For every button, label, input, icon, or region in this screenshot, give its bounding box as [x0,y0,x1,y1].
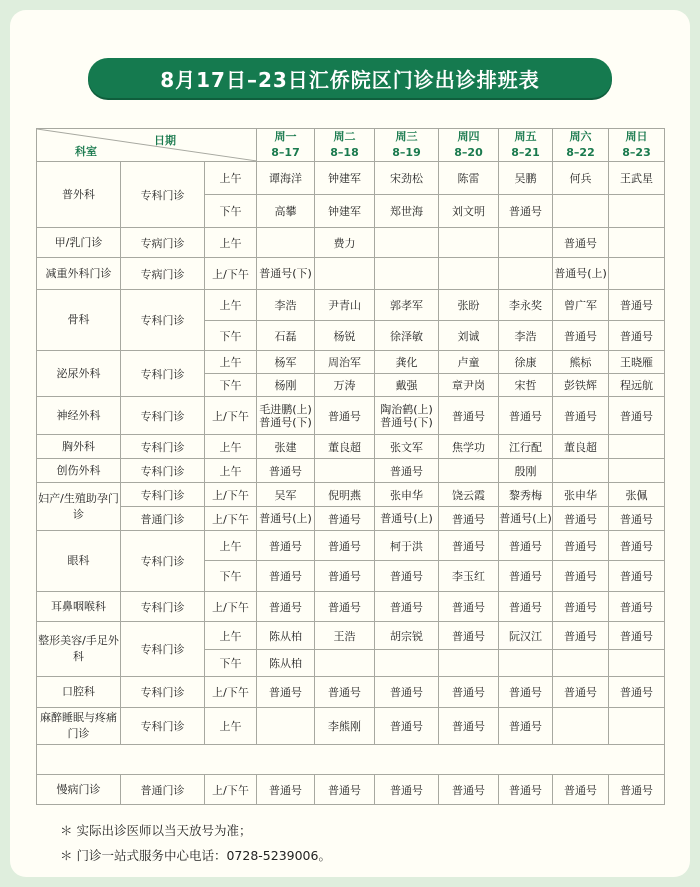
schedule-cell [609,708,665,745]
schedule-cell [375,650,439,677]
schedule-cell: 费力 [315,228,375,258]
schedule-cell: 张申华 [375,483,439,507]
day-date: 8–18 [330,146,359,159]
day-name: 周五 [514,130,537,143]
schedule-cell: 万涛 [315,374,375,397]
day-header-sun [609,129,665,162]
time-cell: 上午 [205,351,257,374]
day-header-fri [499,129,553,162]
schedule-cell: 普通号 [375,708,439,745]
schedule-cell: 张申华 [553,483,609,507]
clinic-cell: 专病门诊 [121,258,205,290]
schedule-cell: 阮汉江 [499,622,553,650]
schedule-cell: 普通号 [257,531,315,561]
schedule-cell: 普通号 [609,775,665,805]
schedule-cell: 普通号 [375,459,439,483]
schedule-cell [439,228,499,258]
schedule-cell [553,459,609,483]
day-name: 周四 [457,130,480,143]
schedule-cell: 王晓雁 [609,351,665,374]
schedule-cell: 普通号 [315,397,375,435]
schedule-cell [609,459,665,483]
header-row [37,129,665,162]
schedule-cell: 普通号 [439,531,499,561]
schedule-cell: 王武星 [609,162,665,195]
day-name: 周一 [274,130,297,143]
schedule-cell: 普通号 [553,775,609,805]
dept-header-label: 科室 [75,145,97,158]
day-header-sat [553,129,609,162]
schedule-cell: 董良超 [315,435,375,459]
schedule-cell: 普通号 [315,561,375,592]
table-row [37,258,665,290]
clinic-cell: 专科门诊 [121,531,205,592]
schedule-cell: 张盼 [439,290,499,321]
schedule-cell: 江行配 [499,435,553,459]
time-cell: 上午 [205,290,257,321]
schedule-cell: 何兵 [553,162,609,195]
schedule-cell [499,650,553,677]
clinic-cell: 专科门诊 [121,435,205,459]
split-entry: 普通号(下) [259,415,312,429]
schedule-cell [257,228,315,258]
schedule-cell: 普通号 [609,622,665,650]
table-row [37,531,665,561]
schedule-cell [553,708,609,745]
schedule-cell: 普通号 [553,622,609,650]
corner-header [37,129,257,162]
schedule-cell: 普通号 [609,397,665,435]
schedule-cell: 普通号 [499,677,553,708]
time-cell: 上/下午 [205,775,257,805]
schedule-cell: 普通号 [499,195,553,228]
footnote: ＊ 门诊一站式服务中心电话：0728-5239006。 [60,848,331,863]
schedule-cell [499,258,553,290]
time-cell: 下午 [205,321,257,351]
schedule-cell: 吴军 [257,483,315,507]
schedule-cell: 普通号 [609,290,665,321]
clinic-cell: 专科门诊 [121,397,205,435]
day-name: 周二 [333,130,356,143]
dept-cell: 泌尿外科 [37,351,121,397]
schedule-cell: 熊标 [553,351,609,374]
day-date: 8–17 [271,146,300,159]
schedule-cell: 胡宗锐 [375,622,439,650]
table-row [37,397,665,435]
dept-cell: 创伤外科 [37,459,121,483]
schedule-cell: 倪明燕 [315,483,375,507]
dept-cell: 口腔科 [37,677,121,708]
schedule-cell [375,397,439,435]
schedule-cell: 普通号 [375,775,439,805]
schedule-cell: 李永奖 [499,290,553,321]
schedule-cell: 普通号(上) [375,507,439,531]
schedule-cell: 陈雷 [439,162,499,195]
schedule-cell [439,459,499,483]
day-date: 8–22 [566,146,595,159]
schedule-cell: 普通号 [439,507,499,531]
schedule-cell: 普通号 [553,531,609,561]
split-entry: 普通号(下) [380,415,433,429]
day-date: 8–21 [511,146,540,159]
schedule-cell: 普通号 [609,507,665,531]
table-row [37,290,665,321]
time-cell: 上/下午 [205,507,257,531]
schedule-cell: 普通号(上) [553,258,609,290]
time-cell: 上午 [205,162,257,195]
dept-cell: 眼科 [37,531,121,592]
schedule-cell: 吴鹏 [499,162,553,195]
schedule-cell: 普通号 [553,592,609,622]
schedule-cell [257,397,315,435]
schedule-table [36,128,665,805]
day-date: 8–20 [454,146,483,159]
day-name: 周日 [625,130,648,143]
schedule-cell: 普通号 [553,321,609,351]
schedule-cell [609,650,665,677]
schedule-cell: 石磊 [257,321,315,351]
day-name: 周三 [395,130,418,143]
blank-row [37,745,665,775]
dept-cell: 骨科 [37,290,121,351]
day-date: 8–23 [622,146,651,159]
schedule-cell: 普通号 [609,677,665,708]
schedule-cell: 刘文明 [439,195,499,228]
clinic-cell: 专科门诊 [121,592,205,622]
clinic-cell: 普通门诊 [121,775,205,805]
clinic-cell: 专科门诊 [121,162,205,228]
clinic-cell: 专科门诊 [121,677,205,708]
schedule-cell: 普通号 [439,622,499,650]
clinic-cell: 专科门诊 [121,290,205,351]
dept-cell: 妇产/生殖助孕门诊 [37,483,121,531]
dept-cell: 普外科 [37,162,121,228]
dept-cell: 甲/乳门诊 [37,228,121,258]
schedule-cell: 董良超 [553,435,609,459]
dept-cell: 麻醉睡眠与疼痛门诊 [37,708,121,745]
schedule-cell: 张佩 [609,483,665,507]
schedule-cell: 徐泽敏 [375,321,439,351]
schedule-cell: 普通号 [499,397,553,435]
schedule-cell: 普通号 [375,677,439,708]
table-row [37,162,665,195]
schedule-cell: 杨军 [257,351,315,374]
schedule-cell: 张文军 [375,435,439,459]
table-row [37,351,665,374]
day-date: 8–19 [392,146,421,159]
time-cell: 上/下午 [205,483,257,507]
time-cell: 上/下午 [205,592,257,622]
schedule-cell: 郭孝军 [375,290,439,321]
time-cell: 上/下午 [205,258,257,290]
split-entry: 毛进鹏(上) [259,402,312,416]
schedule-cell: 普通号 [315,677,375,708]
schedule-cell: 李浩 [257,290,315,321]
schedule-cell [553,650,609,677]
clinic-cell: 专科门诊 [121,483,205,507]
schedule-cell [315,258,375,290]
table-row [37,459,665,483]
schedule-cell: 普通号 [439,775,499,805]
day-header-tue [315,129,375,162]
schedule-cell: 饶云霞 [439,483,499,507]
schedule-cell: 普通号 [257,561,315,592]
schedule-cell [439,650,499,677]
schedule-cell: 普通号 [609,531,665,561]
schedule-cell: 章尹岗 [439,374,499,397]
time-cell: 下午 [205,650,257,677]
day-name: 周六 [569,130,592,143]
schedule-cell: 普通号 [257,677,315,708]
schedule-cell: 王浩 [315,622,375,650]
schedule-cell: 普通号(上) [499,507,553,531]
schedule-cell: 普通号 [439,397,499,435]
schedule-cell: 普通号 [553,397,609,435]
schedule-cell: 普通号 [499,561,553,592]
time-cell: 上午 [205,435,257,459]
time-cell: 上午 [205,531,257,561]
dept-cell: 神经外科 [37,397,121,435]
time-cell: 下午 [205,195,257,228]
schedule-cell: 普通号 [257,592,315,622]
schedule-cell: 普通号 [315,775,375,805]
dept-cell: 慢病门诊 [37,775,121,805]
schedule-cell [257,708,315,745]
table-row [37,507,665,531]
schedule-cell: 普通号 [553,677,609,708]
schedule-cell: 普通号 [439,592,499,622]
dept-cell: 胸外科 [37,435,121,459]
table-row [37,483,665,507]
schedule-cell: 尹青山 [315,290,375,321]
schedule-cell: 杨刚 [257,374,315,397]
schedule-cell: 谭海洋 [257,162,315,195]
schedule-cell: 程远航 [609,374,665,397]
schedule-cell: 张建 [257,435,315,459]
schedule-cell: 彭铁辉 [553,374,609,397]
table-row [37,677,665,708]
table-row [37,775,665,805]
schedule-cell: 戴强 [375,374,439,397]
dept-cell: 耳鼻咽喉科 [37,592,121,622]
schedule-cell [375,228,439,258]
schedule-cell [609,228,665,258]
schedule-cell [609,258,665,290]
schedule-cell: 普通号 [553,507,609,531]
schedule-cell: 普通号 [499,592,553,622]
schedule-cell: 普通号 [499,531,553,561]
table-row [37,435,665,459]
schedule-cell: 殷刚 [499,459,553,483]
time-cell: 上午 [205,228,257,258]
footnote: ＊ 实际出诊医师以当天放号为准； [60,823,252,838]
clinic-cell: 专科门诊 [121,708,205,745]
schedule-cell: 普通号 [609,561,665,592]
day-header-wed [375,129,439,162]
schedule-cell: 柯于洪 [375,531,439,561]
time-cell: 下午 [205,561,257,592]
clinic-cell: 专科门诊 [121,622,205,677]
schedule-cell: 普通号 [553,228,609,258]
clinic-cell: 专病门诊 [121,228,205,258]
schedule-cell [553,195,609,228]
schedule-cell: 普通号 [257,775,315,805]
footnotes [60,818,331,868]
time-cell: 下午 [205,374,257,397]
schedule-cell: 普通号 [553,561,609,592]
schedule-cell: 钟建军 [315,195,375,228]
schedule-cell: 龚化 [375,351,439,374]
schedule-cell: 陈从柏 [257,622,315,650]
schedule-cell [315,459,375,483]
schedule-cell: 宋哲 [499,374,553,397]
table-row [37,622,665,650]
schedule-cell [609,435,665,459]
schedule-cell: 普通号 [609,321,665,351]
day-header-thu [439,129,499,162]
schedule-cell: 高攀 [257,195,315,228]
schedule-cell: 陈从柏 [257,650,315,677]
schedule-cell: 普通号 [315,592,375,622]
schedule-cell: 普通号 [375,561,439,592]
schedule-cell [499,228,553,258]
clinic-cell: 专科门诊 [121,351,205,397]
schedule-cell [609,195,665,228]
schedule-cell [375,258,439,290]
schedule-cell: 黎秀梅 [499,483,553,507]
schedule-cell: 焦学功 [439,435,499,459]
schedule-cell: 郑世海 [375,195,439,228]
schedule-cell: 普通号 [315,531,375,561]
schedule-cell: 杨锐 [315,321,375,351]
clinic-cell: 普通门诊 [121,507,205,531]
schedule-cell: 钟建军 [315,162,375,195]
split-entry: 陶治鹤(上) [380,402,433,416]
date-header-label: 日期 [154,134,177,147]
blank-cell [37,745,665,775]
schedule-cell: 李玉红 [439,561,499,592]
schedule-cell: 普通号 [315,507,375,531]
schedule-cell: 普通号 [257,459,315,483]
schedule-cell: 普通号 [609,592,665,622]
time-cell: 上/下午 [205,397,257,435]
schedule-cell: 普通号 [375,592,439,622]
clinic-cell: 专科门诊 [121,459,205,483]
schedule-cell: 普通号 [439,677,499,708]
time-cell: 上/下午 [205,677,257,708]
schedule-cell: 曾广军 [553,290,609,321]
schedule-cell: 宋劲松 [375,162,439,195]
schedule-cell: 普通号 [439,708,499,745]
table-row [37,592,665,622]
schedule-cell: 刘诚 [439,321,499,351]
day-header-mon [257,129,315,162]
schedule-cell: 李熊刚 [315,708,375,745]
schedule-cell: 普通号(下) [257,258,315,290]
schedule-cell: 普通号 [499,775,553,805]
schedule-cell: 卢童 [439,351,499,374]
time-cell: 上午 [205,708,257,745]
schedule-cell: 普通号(上) [257,507,315,531]
schedule-cell: 李浩 [499,321,553,351]
schedule-cell [315,650,375,677]
schedule-cell: 徐康 [499,351,553,374]
schedule-cell: 普通号 [499,708,553,745]
table-row [37,708,665,745]
table-row [37,228,665,258]
page-title: 8月17日–23日汇侨院区门诊出诊排班表 [88,58,612,98]
dept-cell: 减重外科门诊 [37,258,121,290]
dept-cell: 整形美容/手足外科 [37,622,121,677]
time-cell: 上午 [205,622,257,650]
schedule-cell: 周治军 [315,351,375,374]
time-cell: 上午 [205,459,257,483]
schedule-cell [439,258,499,290]
